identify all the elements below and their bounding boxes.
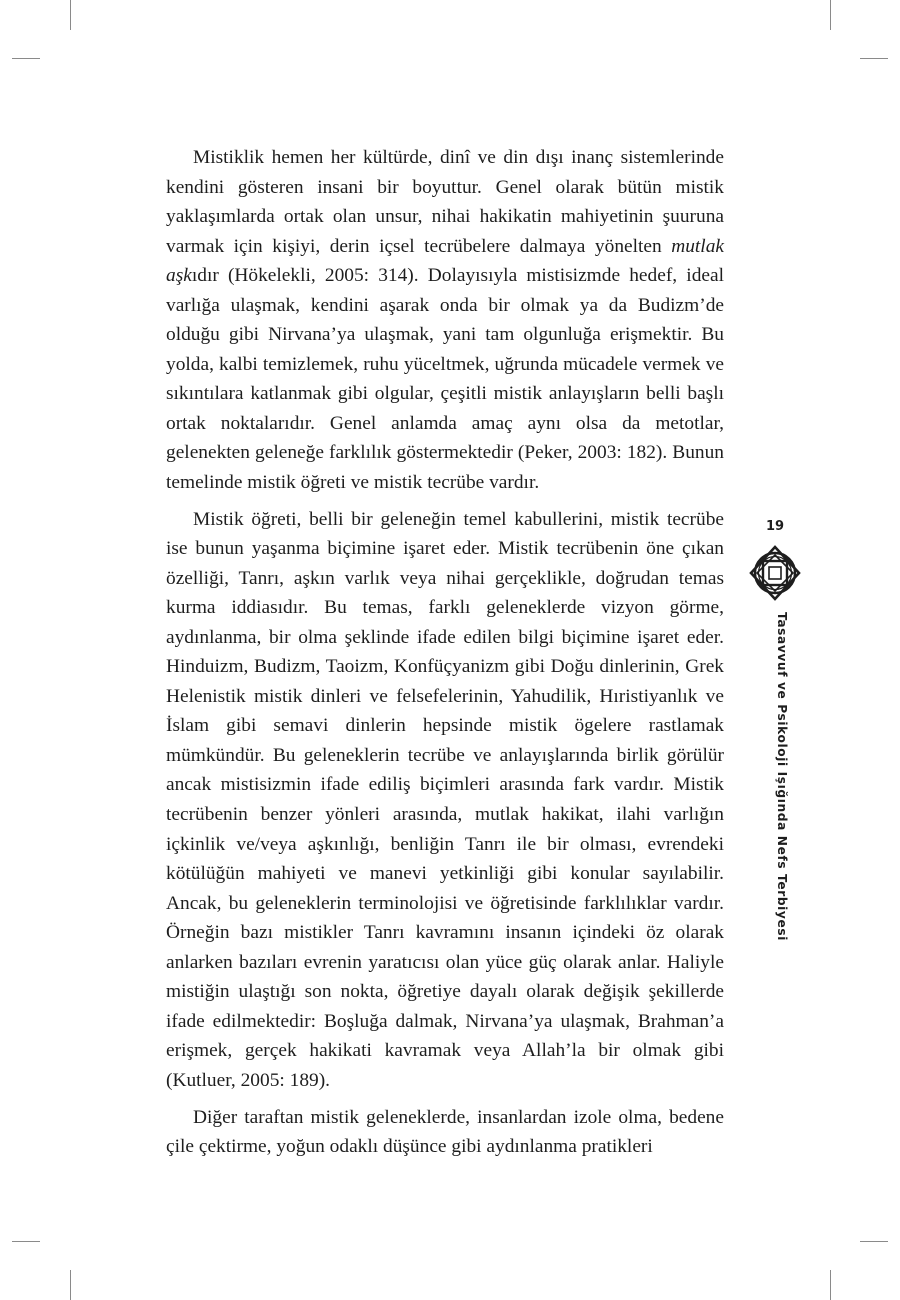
crop-mark-left-bottom <box>12 1241 40 1242</box>
paragraph-1-text-b: ıdır (Hökelekli, 2005: 314). Dolayısıyla mistisizmde hedef, ideal varlığa ulaşmak, kendini aşarak onda bir olmak ya da Budizm’de olduğu gibi Nirvana’ya ulaşmak, yani tam olgunluğa erişmektir. Bu yolda, kalbi temizlemek, ruhu yüceltmek, uğrunda mücadele vermek ve sıkıntılara katlanmak gibi olgular, çeşitli mistik anlayışların belli başlı ortak noktalarıdır. Genel anlamda amaç aynı olsa da metotlar, gelenekten geleneğe farklılık göstermektedir (Peker, 2003: 182). Bunun temelinde mistik öğreti ve mistik tecrübe vardır. <box>166 265 724 494</box>
crop-mark-bottom-left <box>70 1270 71 1300</box>
paragraph-1-text-a: Mistiklik hemen her kültürde, dinî ve din dışı inanç sistemlerinde kendini gösteren insani bir boyuttur. Genel olarak bütün mistik yaklaşımlarda ortak olan unsur, nihai hakikatin mahiyetinin şuuruna varmak için kişiyi, derin içsel tecrübelere dalmaya yönelten <box>166 147 724 257</box>
crop-mark-right-bottom <box>860 1241 888 1242</box>
crop-mark-left-top <box>12 58 40 59</box>
body-text <box>166 143 724 1162</box>
paragraph-2: Mistik öğreti, belli bir geleneğin temel kabullerini, mistik tecrübe ise bunun yaşanma biçimine işaret eder. Mistik tecrübenin öne çıkan özelliği, Tanrı, aşkın varlık veya nihai gerçeklikle, doğrudan temas kurma iddiasıdır. Bu temas, farklı geleneklerde vizyon görme, aydınlanma, bir olma şeklinde ifade edilen bilgi biçimine işaret eder. Hinduizm, Budizm, Taoizm, Konfüçyanizm gibi Doğu dinlerinin, Grek Helenistik mistik dinleri ve felsefelerinin, Yahudilik, Hıristiyanlık ve İslam gibi semavi dinlerin hepsinde mistik ögelere rastlamak mümkündür. Bu geleneklerin tecrübe ve anlayışlarında birlik görülür ancak mistisizmin ifade ediliş biçimleri arasında fark vardır. Mistik tecrübenin benzer yönleri arasında, mutlak hakikat, ilahi varlığın içkinlik ve/veya aşkınlığı, benliğin Tanrı ile bir olması, evrendeki kötülüğün mahiyeti ve manevi yetkinliği gibi konular sayılabilir. Ancak, bu geleneklerin terminolojisi ve öğretisinde farklılıklar vardır. Örneğin bazı mistikler Tanrı kavramını insanın içindeki öz olarak anlarken bazıları evrenin yaratıcısı olan yüce güç olarak anlar. Haliyle mistiğin ulaştığı son nokta, öğretiye dayalı olarak değişik şekillerde ifade edilmektedir: Boşluğa dalmak, Nirvana’ya ulaşmak, Brahman’a erişmek, gerçek hakikati kavramak veya Allah’la bir olmak gibi (Kutluer, 2005: 189). <box>166 508 724 1091</box>
paragraph-3: Diğer taraftan mistik geleneklerde, insanlardan izole olma, bedene çile çektirme, yoğun odaklı düşünce gibi aydınlanma pratikleri <box>166 1106 724 1158</box>
crop-mark-top-left <box>70 0 71 30</box>
running-title: Tasavvuf ve Psikoloji Işığında Nefs Terbiyesi <box>775 612 789 941</box>
crop-mark-bottom-right <box>830 1270 831 1300</box>
crop-mark-top-right <box>830 0 831 30</box>
page-number: 19 <box>765 519 785 534</box>
crop-mark-right-top <box>860 58 888 59</box>
ornamental-knot-emblem-icon <box>748 544 802 602</box>
paragraph-1-emphasis: mutlak aşk <box>166 235 724 287</box>
paragraph-1 <box>166 143 724 498</box>
